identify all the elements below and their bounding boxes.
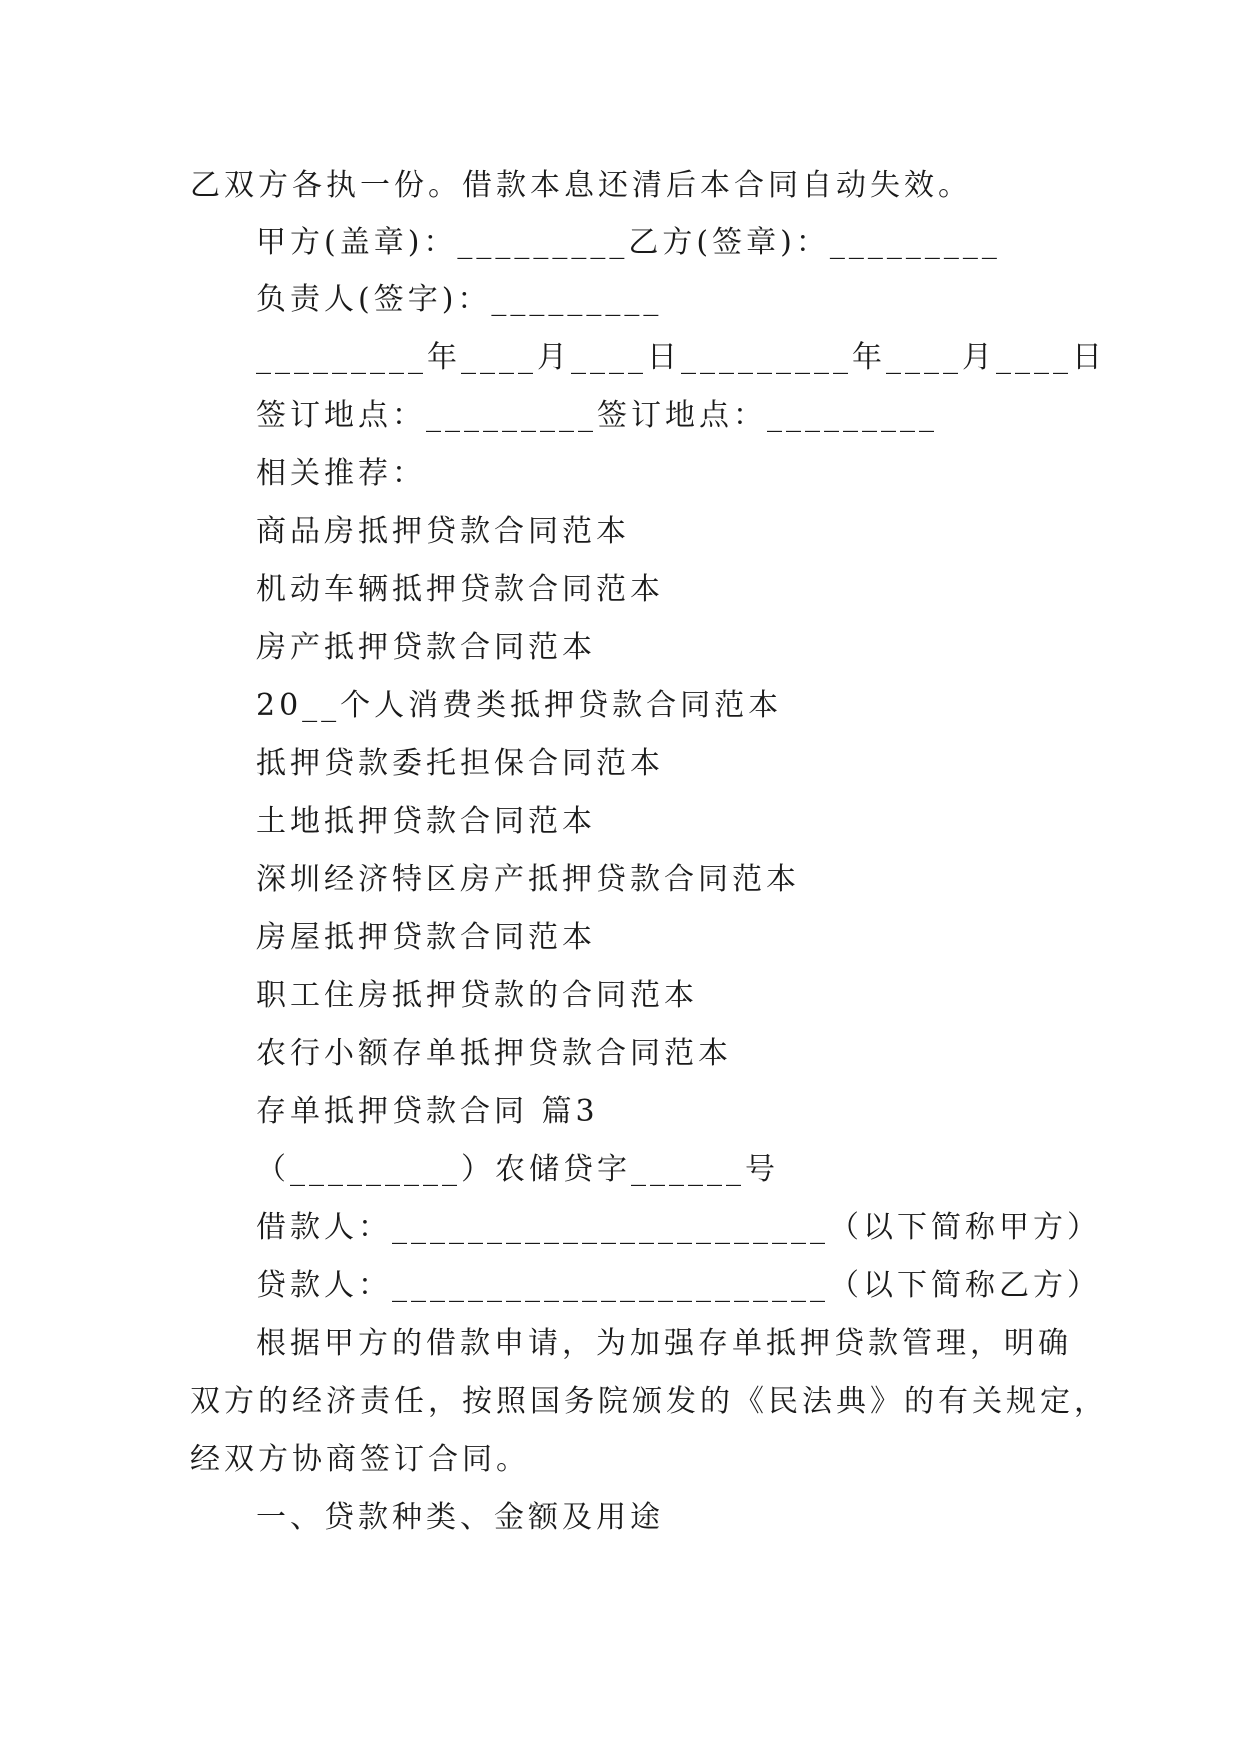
date-line: _________年____月____日_________年____月____日 (256, 340, 1106, 375)
related-heading: 相关推荐： (256, 456, 426, 491)
related-item: 抵押贷款委托担保合同范本 (256, 746, 664, 781)
related-item: 职工住房抵押贷款的合同范本 (256, 978, 698, 1013)
signature-line-responsible-person: 负责人(签字)：_________ (256, 282, 663, 317)
related-item: 土地抵押贷款合同范本 (256, 804, 596, 839)
signature-line-party-a-b: 甲方(盖章)：_________乙方(签章)：_________ (256, 225, 1001, 260)
lender-line: 贷款人：_______________________（以下简称乙方） (256, 1268, 1101, 1303)
signing-location-line: 签订地点：_________签订地点：_________ (256, 398, 938, 433)
clause-heading: 一、贷款种类、金额及用途 (256, 1500, 664, 1535)
related-item: 房产抵押贷款合同范本 (256, 630, 596, 665)
section-heading: 存单抵押贷款合同 篇3 (256, 1094, 599, 1129)
paragraph-line: 经双方协商签订合同。 (190, 1442, 530, 1477)
related-item: 20__个人消费类抵押贷款合同范本 (256, 688, 783, 723)
paragraph-line: 乙双方各执一份。借款本息还清后本合同自动失效。 (190, 168, 972, 203)
contract-number-line: （_________）农储贷字______号 (256, 1152, 779, 1187)
related-item: 机动车辆抵押贷款合同范本 (256, 572, 664, 607)
paragraph-line: 根据甲方的借款申请，为加强存单抵押贷款管理，明确 (256, 1326, 1072, 1361)
related-item: 农行小额存单抵押贷款合同范本 (256, 1036, 732, 1071)
related-item: 房屋抵押贷款合同范本 (256, 920, 596, 955)
related-item: 深圳经济特区房产抵押贷款合同范本 (256, 862, 800, 897)
paragraph-line: 双方的经济责任，按照国务院颁发的《民法典》的有关规定， (190, 1384, 1108, 1419)
related-item: 商品房抵押贷款合同范本 (256, 514, 630, 549)
borrower-line: 借款人：_______________________（以下简称甲方） (256, 1210, 1101, 1245)
